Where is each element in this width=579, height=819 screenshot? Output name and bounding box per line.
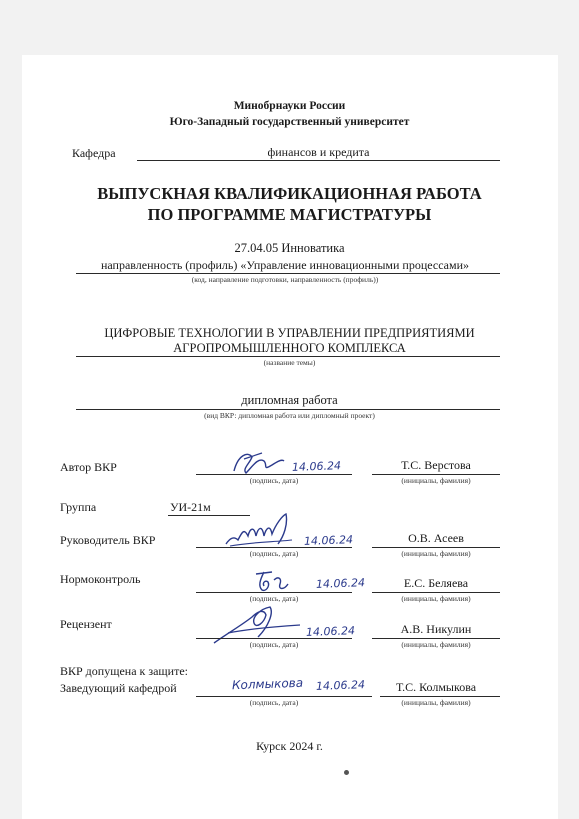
topic-caption: (название темы) [263,358,316,367]
work-type-caption: (вид ВКР: дипломная работа или дипломный проект) [204,411,375,420]
program-caption: (код, направление подготовки, направленность (профиль)) [191,275,379,284]
head-name-caption: (инициалы, фамилия) [401,698,471,707]
normcontrol-name-caption: (инициалы, фамилия) [401,594,471,603]
normcontrol-name: Е.С. Беляева [403,576,469,590]
topic-line2: АГРОПРОМЫШЛЕННОГО КОМПЛЕКСА [173,341,406,355]
head-date: 14.06.24 [315,678,366,693]
normcontrol-name-line [372,592,500,593]
supervisor-signature [222,510,302,552]
normcontrol-date: 14.06.24 [315,576,366,591]
head-signature-line [196,696,372,697]
group-value: УИ-21м [170,500,211,514]
work-type-value: дипломная работа [241,393,338,407]
normcontrol-signature-line [196,592,352,593]
topic-line1: ЦИФРОВЫЕ ТЕХНОЛОГИИ В УПРАВЛЕНИИ ПРЕДПРИЯТИЯМИ [104,326,475,340]
author-date: 14.06.24 [291,459,342,474]
reviewer-name: А.В. Никулин [400,622,472,636]
supervisor-date: 14.06.24 [303,533,354,548]
department-value: финансов и кредита [267,145,370,159]
city-year: Курск 2024 г. [256,739,323,753]
reviewer-name-line [372,638,500,639]
group-label: Группа [60,500,97,514]
supervisor-label: Руководитель ВКР [60,533,156,547]
normcontrol-sign-caption: (подпись, дата) [249,594,299,603]
head-of-department-label: Заведующий кафедрой [60,681,177,695]
reviewer-sign-caption: (подпись, дата) [249,640,299,649]
head-signature: Колмыкова [231,675,304,693]
document-title-line1: ВЫПУСКНАЯ КВАЛИФИКАЦИОННАЯ РАБОТА [97,184,482,203]
department-label: Кафедра [72,146,116,160]
head-name-line [380,696,500,697]
topic-underline [76,356,500,357]
author-name-caption: (инициалы, фамилия) [401,476,471,485]
reviewer-label: Рецензент [60,617,112,631]
scan-mark [344,770,349,775]
supervisor-name: О.В. Асеев [408,531,464,545]
reviewer-name-caption: (инициалы, фамилия) [401,640,471,649]
reviewer-signature-line [196,638,352,639]
normcontrol-label: Нормоконтроль [60,572,141,586]
head-sign-caption: (подпись, дата) [249,698,299,707]
supervisor-name-line [372,547,500,548]
supervisor-name-caption: (инициалы, фамилия) [401,549,471,558]
reviewer-date: 14.06.24 [305,624,356,639]
program-underline [76,273,500,274]
university-name: Юго-Западный государственный университет [169,116,410,128]
author-signature-line [196,474,352,475]
head-name: Т.С. Колмыкова [395,680,477,694]
supervisor-sign-caption: (подпись, дата) [249,549,299,558]
author-sign-caption: (подпись, дата) [249,476,299,485]
program-code: 27.04.05 Инноватика [234,241,345,255]
document-title-line2: ПО ПРОГРАММЕ МАГИСТРАТУРЫ [147,205,432,224]
ministry-name: Минобрнауки России [233,100,346,112]
author-label: Автор ВКР [60,460,117,474]
department-underline [137,160,500,161]
program-profile: направленность (профиль) «Управление инновационными процессами» [100,258,470,272]
supervisor-signature-line [196,547,352,548]
admission-label: ВКР допущена к защите: [60,664,188,678]
work-type-underline [76,409,500,410]
author-name-line [372,474,500,475]
author-name: Т.С. Верстова [401,458,471,472]
